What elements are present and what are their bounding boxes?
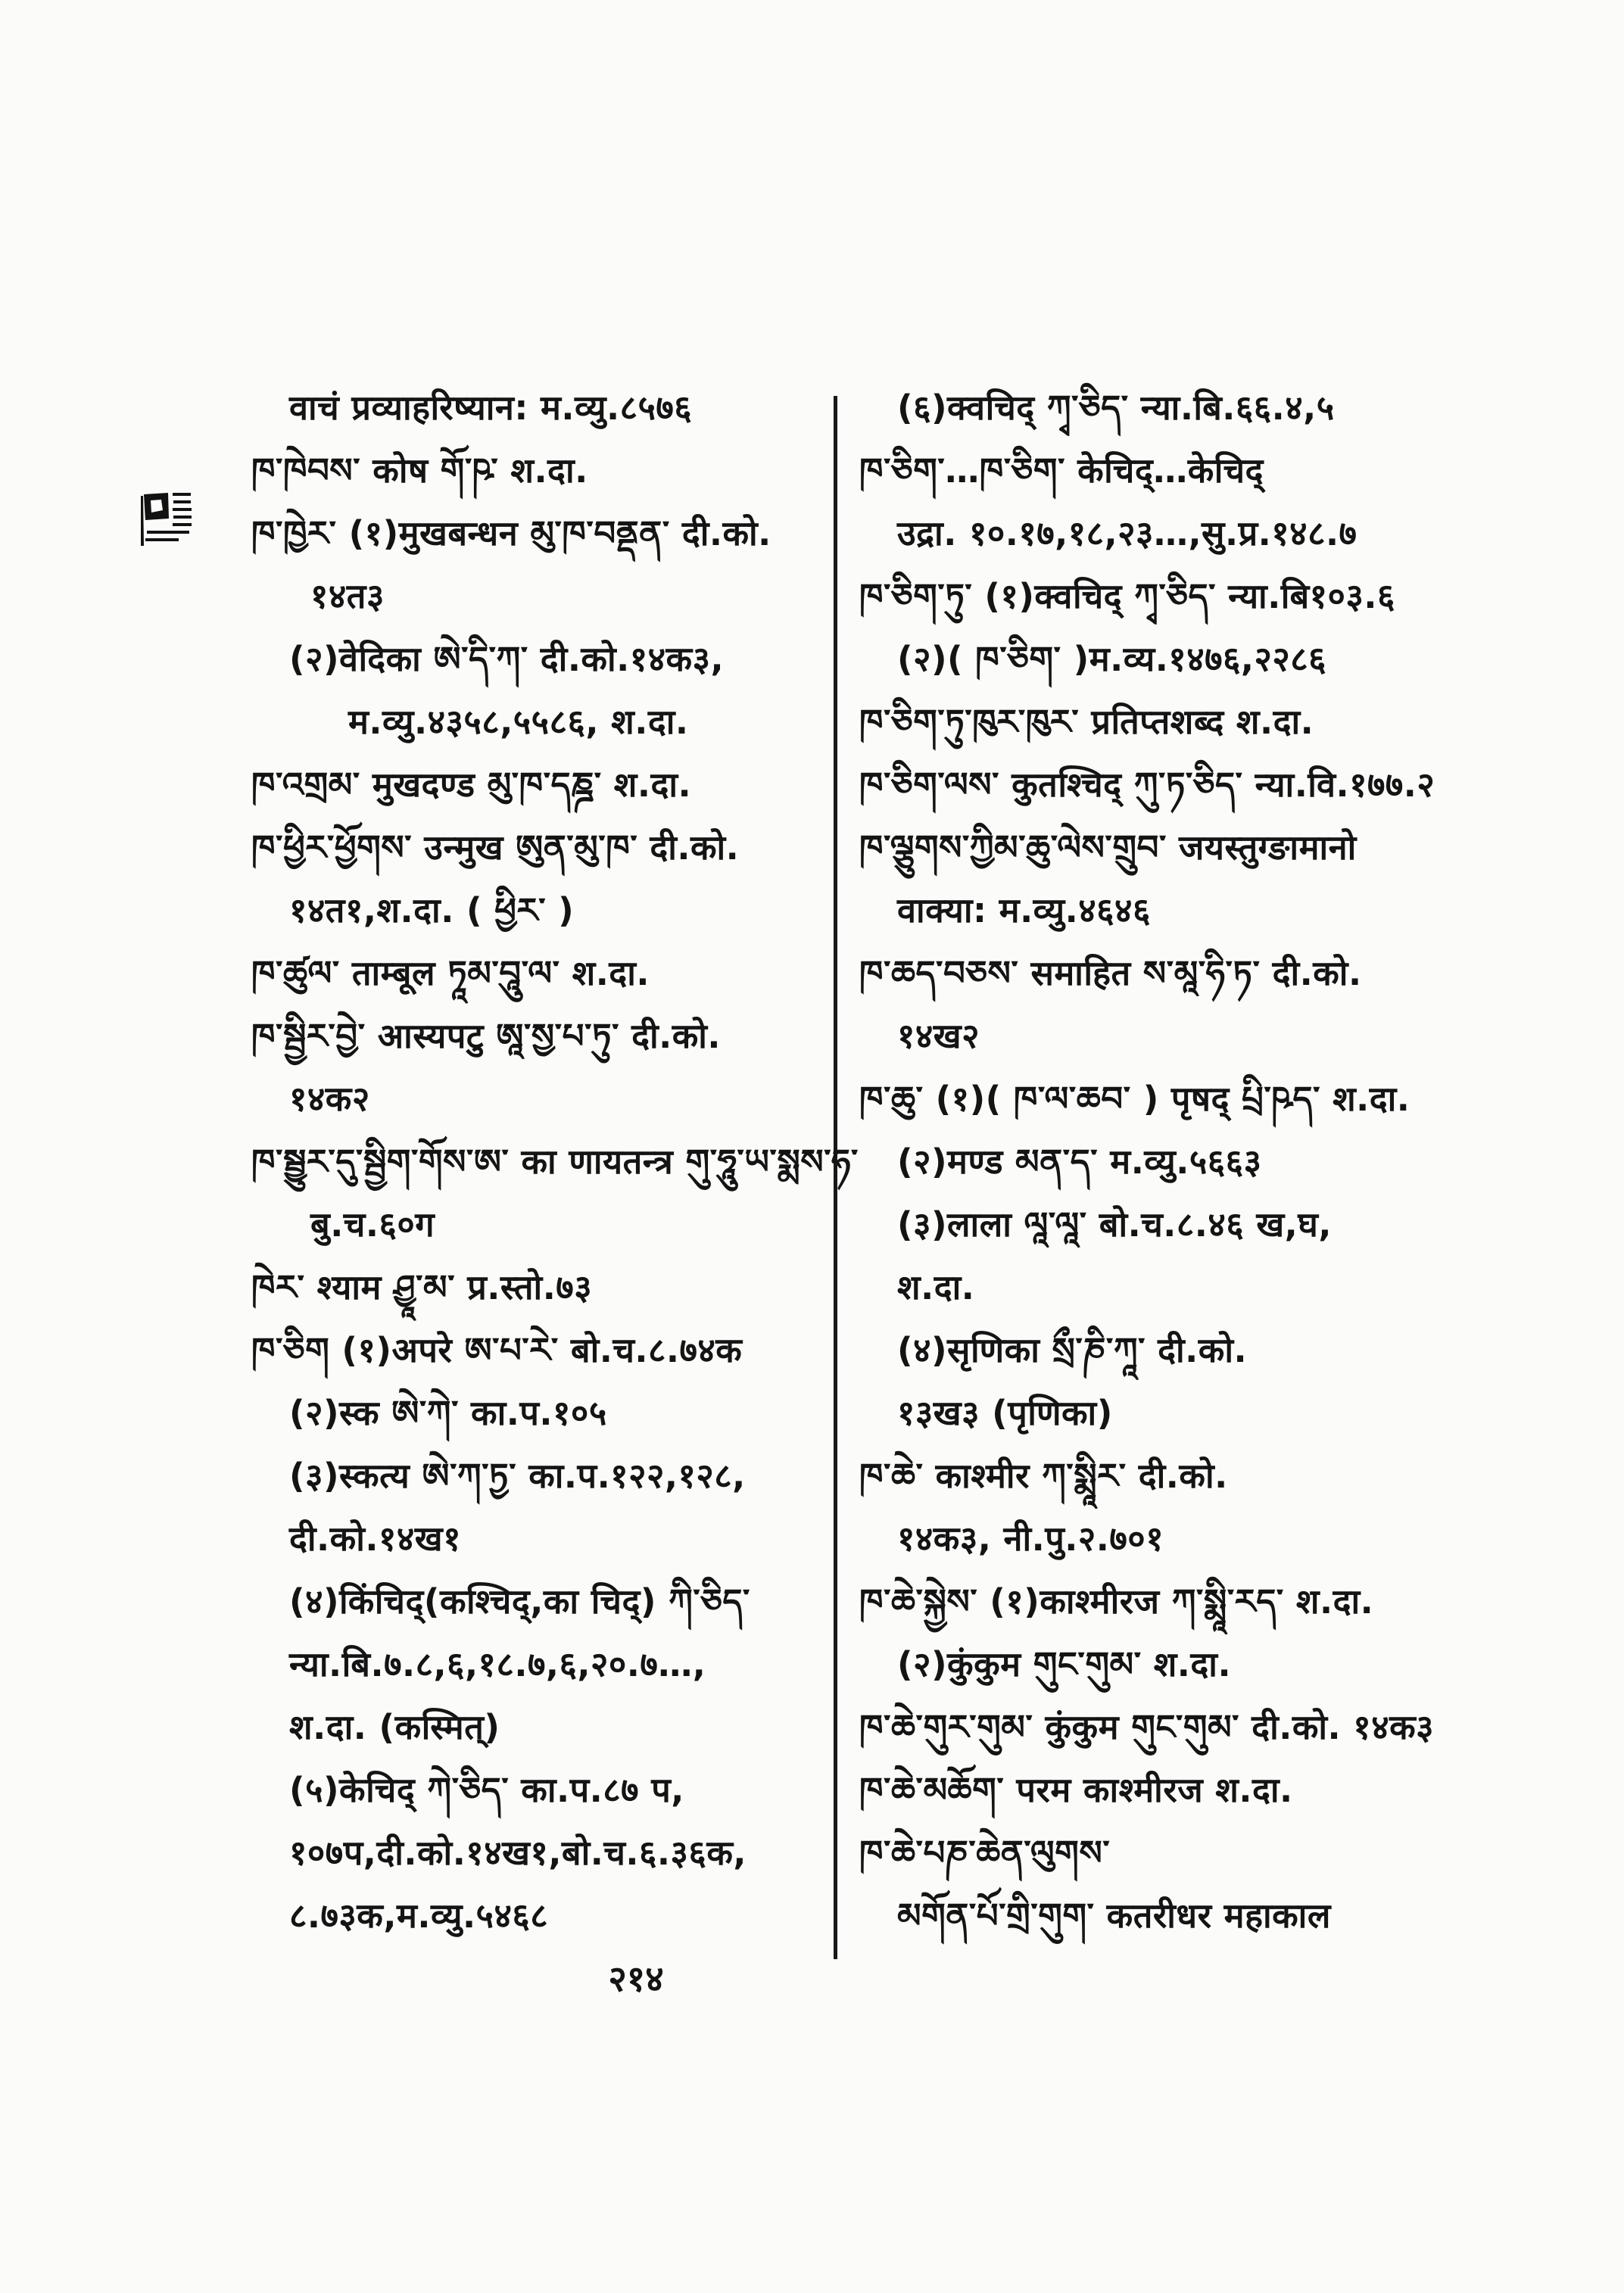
- entry-line: १४त३: [310, 576, 385, 616]
- entry-line: མགོན་པོ་གྲི་གུག་ कतरीधर महाकाल: [897, 1896, 1331, 1936]
- entry-line: (२)स्क ཨེ་ཀེ་ का.प.१०५: [289, 1393, 607, 1433]
- entry-line: वाक्या: म.व्यु.४६४६: [897, 890, 1151, 930]
- entry-line: उद्रा. १०.१७,१८,२३…,सु.प्र.१४८.७: [897, 513, 1357, 553]
- entry-line: (५)केचिद् ཀེ་ཅིད་ का.प.८७ प,: [289, 1770, 684, 1810]
- entry-line: (२)वेदिका ཨེ་དི་ཀ་ दी.को.१४क३,: [289, 639, 725, 679]
- entry-line: (३)लाला ལཱ་ལཱ་ बो.च.८.४६ ख,घ,: [897, 1204, 1332, 1245]
- entry-line: म.व्यु.४३५८,५५८६, श.दा.: [348, 702, 689, 742]
- right-column: [859, 376, 1541, 1947]
- entry-line: ཁ་ཅིག་ཏུ་ཁུར་ཁུར་ प्रतिप्तशब्द श.दा.: [859, 702, 1314, 742]
- entry-line: ८.७३क,म.व्यु.५४६८: [289, 1896, 549, 1936]
- entry-line: १४त१,श.दा. ( ཕྱིར་ ): [289, 890, 575, 930]
- entry-line: ཁ་ཅིག་…ཁ་ཅིག་ केचिद्…केचिद्: [859, 450, 1264, 491]
- entry-line: १४ख२: [897, 1016, 980, 1056]
- entry-line: ཁ་ཆད་བཅས་ समाहित ས་མཱ་ཧི་ཏ་ दी.को.: [859, 953, 1362, 993]
- page-number: २१४: [608, 1958, 664, 2000]
- entry-line: (६)क्वचिद् ཀྭ་ཅིད་ न्या.बि.६६.४,५: [897, 388, 1335, 428]
- entry-line: ཁ་ཆེ་མཆོག་ परम काश्मीरज श.दा.: [859, 1770, 1293, 1810]
- entry-line: बु.च.६०ग: [310, 1204, 435, 1245]
- entry-line: ཁ་ཆེ་སྐྱེས་ (१)काश्मीरज ཀ་སྨཱི་རད་ श.दा.: [859, 1581, 1374, 1622]
- entry-line: १४क३, नी.पु.२.७०१: [897, 1519, 1164, 1559]
- entry-line: ཁ་སྦྱུར་དུ་སྦྱིག་གོས་ཨ་ का णायतन्त्र གུ་ཧཱུ་ཡ་སྨས་ཧ་: [251, 1142, 859, 1182]
- entry-line: श.दा.: [897, 1267, 975, 1307]
- entry-line: दी.को.१४ख१: [289, 1519, 461, 1559]
- entry-line: ཁ་ལྕུགས་ཀྱིམ་ཆུ་ལེས་གྲུབ་ जयस्तुग्ङामानो: [859, 827, 1357, 868]
- entry-line: ཁེར་ श्याम ཤྱཱ་མ་ प्र.स्तो.७३: [251, 1267, 593, 1307]
- entry-line: १४क२: [289, 1079, 370, 1119]
- entry-line: श.दा. (कस्मित्): [289, 1707, 500, 1747]
- entry-line: ཁ་ཆེ་པཎ་ཆེན་ལུགས་: [859, 1833, 1111, 1873]
- entry-line: ཁ་ཚུལ་ ताम्बूल ཏཱམ་བཱུ་ལ་ श.दा.: [251, 953, 650, 993]
- entry-line: १०७प,दी.को.१४ख१,बो.च.६.३६क,: [289, 1833, 747, 1873]
- entry-line: १३ख३ (पृणिका): [897, 1393, 1113, 1433]
- entry-line: (३)स्कत्य ཨེ་ཀ་ཏྱ་ का.प.१२२,१२८,: [289, 1456, 746, 1496]
- entry-line: ཁ་སྦྱིར་བྱེ་ आस्यपटु ཨཱ་སྱ་པ་ཏུ་ दी.को.: [251, 1016, 722, 1056]
- entry-line: ཁ་འགྲམ་ मुखदण्ड མུ་ཁ་དཎྜ་ श.दा.: [251, 765, 692, 805]
- entry-line: ཁ་ཁྱེར་ (१)मुखबन्धन མུ་ཁ་བནྡན་ दी.को.: [251, 513, 771, 553]
- entry-line: ཁ་ཁེབས་ कोष གོ་ཥ་ श.दा.: [251, 450, 588, 491]
- entry-line: (४)सृणिका སྲྀ་ཎི་ཀཱ་ दी.को.: [897, 1330, 1248, 1370]
- entry-line: न्या.बि.७.८,६,१८.७,६,२०.७…,: [289, 1644, 706, 1684]
- entry-line: (२)मण्ड མན་ད་ म.व्यु.५६६३: [897, 1142, 1262, 1182]
- left-column: [251, 376, 859, 1947]
- entry-line: ཁ་ཆེ་ काश्मीर ཀ་སྨཱིར་ दी.को.: [859, 1456, 1228, 1496]
- entry-line: ཁ་ཅིག (१)अपरे ཨ་པ་རེ་ बो.च.८.७४क: [251, 1330, 743, 1370]
- entry-line: ཁ་ཕྱིར་ཕྱོགས་ उन्मुख ཨུན་མུ་ཁ་ दी.को.: [251, 827, 740, 868]
- margin-stamp-icon: [138, 485, 194, 549]
- entry-line: ཁ་ཅིག་ཏུ་ (१)क्वचिद् ཀྭ་ཅིད་ न्या.बि१०३.६: [859, 576, 1395, 616]
- entry-line: (२)कुंकुम གུང་གུམ་ श.दा.: [897, 1644, 1232, 1684]
- entry-line: वाचं प्रव्याहरिष्यान: म.व्यु.८५७६: [289, 388, 693, 428]
- entry-line: (४)किंचिद्(कश्चिद्,का चिद्) ཀི་ཅིད་: [289, 1581, 750, 1622]
- entry-line: (२)( ཁ་ཅིག་ )म.व्य.१४७६,२२८६: [897, 639, 1327, 679]
- entry-line: ཁ་ཆུ་ (१)( ཁ་ལ་ཆབ་ ) पृषद् པྲི་ཥད་ श.दा.: [859, 1079, 1410, 1119]
- entry-line: ཁ་ཆེ་གུར་གུམ་ कुंकुम གུང་གུམ་ दी.को. १४क३: [859, 1707, 1435, 1747]
- entry-line: ཁ་ཅིག་ལས་ कुतश्चिद् ཀུ་ཏ་ཅིད་ न्या.वि.१७७.२: [859, 765, 1435, 805]
